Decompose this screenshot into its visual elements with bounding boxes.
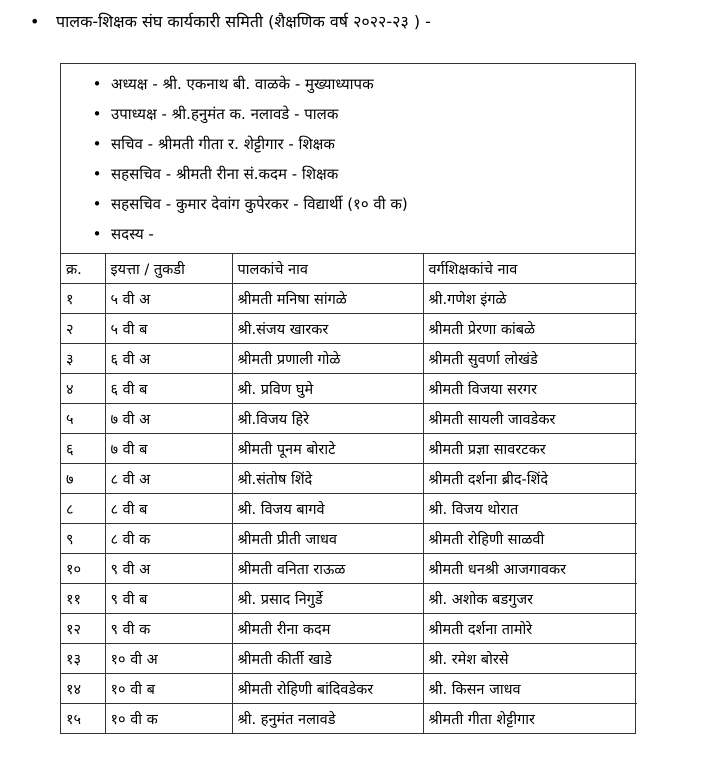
- class-cell: ६ वी अ: [105, 344, 232, 374]
- class-cell: ५ वी ब: [105, 314, 232, 344]
- teacher-name-cell: श्रीमती गीता शेट्टीगार: [423, 704, 637, 734]
- officer-text: सदस्य -: [111, 225, 154, 243]
- teacher-name-cell: श्री. अशोक बडगुजर: [423, 584, 637, 614]
- header-teacher-name: वर्गशिक्षकांचे नाव: [423, 254, 637, 284]
- class-cell: ९ वी ब: [105, 584, 232, 614]
- teacher-name-cell: श्री.गणेश इंगळे: [423, 284, 637, 314]
- teacher-name-cell: श्रीमती रोहिणी साळवी: [423, 524, 637, 554]
- serial-cell: १: [61, 284, 105, 314]
- bullet-icon: •: [92, 105, 102, 123]
- table-header-row: [61, 254, 637, 284]
- class-cell: ५ वी अ: [105, 284, 232, 314]
- class-cell: ९ वी क: [105, 614, 232, 644]
- header-class-division: इयत्ता / तुकडी: [105, 254, 232, 284]
- officer-text: सहसचिव - श्रीमती रीना सं.कदम - शिक्षक: [111, 165, 339, 183]
- teacher-name-cell: श्रीमती सुवर्णा लोखंडे: [423, 344, 637, 374]
- table-row: [61, 374, 637, 404]
- header-serial: क्र.: [61, 254, 105, 284]
- bullet-icon: •: [92, 165, 102, 183]
- committee-box: [60, 63, 636, 734]
- parent-name-cell: श्री. हनुमंत नलावडे: [232, 704, 423, 734]
- officers-section: [61, 64, 635, 254]
- table-row: [61, 464, 637, 494]
- officers-list: [61, 69, 635, 249]
- class-cell: ६ वी ब: [105, 374, 232, 404]
- parent-name-cell: श्रीमती प्रीती जाधव: [232, 524, 423, 554]
- parent-name-cell: श्रीमती रीना कदम: [232, 614, 423, 644]
- table-row: [61, 554, 637, 584]
- class-cell: ९ वी अ: [105, 554, 232, 584]
- serial-cell: १०: [61, 554, 105, 584]
- officer-text: सचिव - श्रीमती गीता र. शेट्टीगार - शिक्षक: [111, 135, 335, 153]
- table-row: [61, 494, 637, 524]
- serial-cell: ८: [61, 494, 105, 524]
- parent-name-cell: श्रीमती कीर्ती खाडे: [232, 644, 423, 674]
- parent-name-cell: श्री.संतोष शिंदे: [232, 464, 423, 494]
- heading-bullet: •: [30, 12, 40, 31]
- table-row: [61, 404, 637, 434]
- class-cell: ७ वी अ: [105, 404, 232, 434]
- parent-name-cell: श्री. प्रसाद निगुर्डे: [232, 584, 423, 614]
- header-parent-name: पालकांचे नाव: [232, 254, 423, 284]
- officer-text: सहसचिव - कुमार देवांग कुपेरकर - विद्यार्थी (१० वी क): [111, 195, 408, 213]
- teacher-name-cell: श्रीमती प्रज्ञा सावरटकर: [423, 434, 637, 464]
- table-row: [61, 434, 637, 464]
- officer-item: [61, 189, 635, 219]
- class-cell: ८ वी ब: [105, 494, 232, 524]
- committee-heading-text: पालक-शिक्षक संघ कार्यकारी समिती (शैक्षणिक वर्ष २०२२-२३ ) -: [56, 12, 431, 31]
- class-cell: १० वी अ: [105, 644, 232, 674]
- teacher-name-cell: श्रीमती दर्शना तामोरे: [423, 614, 637, 644]
- bullet-icon: •: [92, 195, 102, 213]
- serial-cell: १३: [61, 644, 105, 674]
- parent-name-cell: श्रीमती मनिषा सांगळे: [232, 284, 423, 314]
- parent-name-cell: श्रीमती प्रणाली गोळे: [232, 344, 423, 374]
- serial-cell: ७: [61, 464, 105, 494]
- officer-item: [61, 69, 635, 99]
- members-table: [61, 254, 637, 733]
- teacher-name-cell: श्रीमती विजया सरगर: [423, 374, 637, 404]
- officer-item: [61, 219, 635, 249]
- bullet-icon: •: [92, 135, 102, 153]
- serial-cell: ११: [61, 584, 105, 614]
- teacher-name-cell: श्री. किसन जाधव: [423, 674, 637, 704]
- bullet-icon: •: [92, 75, 102, 93]
- teacher-name-cell: श्रीमती दर्शना ब्रीद-शिंदे: [423, 464, 637, 494]
- class-cell: ७ वी ब: [105, 434, 232, 464]
- table-row: [61, 314, 637, 344]
- parent-name-cell: श्री.संजय खारकर: [232, 314, 423, 344]
- table-row: [61, 524, 637, 554]
- table-row: [61, 674, 637, 704]
- table-row: [61, 344, 637, 374]
- class-cell: १० वी ब: [105, 674, 232, 704]
- parent-name-cell: श्री. प्रविण घुमे: [232, 374, 423, 404]
- officer-item: [61, 129, 635, 159]
- parent-name-cell: श्रीमती रोहिणी बांदिवडेकर: [232, 674, 423, 704]
- serial-cell: ३: [61, 344, 105, 374]
- teacher-name-cell: श्री. रमेश बोरसे: [423, 644, 637, 674]
- serial-cell: ४: [61, 374, 105, 404]
- parent-name-cell: श्रीमती पूनम बोराटे: [232, 434, 423, 464]
- parent-name-cell: श्री.विजय हिरे: [232, 404, 423, 434]
- teacher-name-cell: श्रीमती धनश्री आजगावकर: [423, 554, 637, 584]
- serial-cell: १५: [61, 704, 105, 734]
- table-row: [61, 284, 637, 314]
- table-row: [61, 584, 637, 614]
- serial-cell: १२: [61, 614, 105, 644]
- class-cell: १० वी क: [105, 704, 232, 734]
- teacher-name-cell: श्री. विजय थोरात: [423, 494, 637, 524]
- class-cell: ८ वी क: [105, 524, 232, 554]
- bullet-icon: •: [92, 225, 102, 243]
- serial-cell: २: [61, 314, 105, 344]
- officer-text: अध्यक्ष - श्री. एकनाथ बी. वाळके - मुख्याध्यापक: [111, 75, 374, 93]
- serial-cell: ५: [61, 404, 105, 434]
- officer-item: [61, 99, 635, 129]
- officer-text: उपाध्यक्ष - श्री.हनुमंत क. नलावडे - पालक: [111, 105, 339, 123]
- parent-name-cell: श्री. विजय बागवे: [232, 494, 423, 524]
- committee-heading: [30, 10, 431, 34]
- teacher-name-cell: श्रीमती सायली जावडेकर: [423, 404, 637, 434]
- table-row: [61, 644, 637, 674]
- serial-cell: १४: [61, 674, 105, 704]
- table-row: [61, 704, 637, 734]
- teacher-name-cell: श्रीमती प्रेरणा कांबळे: [423, 314, 637, 344]
- officer-item: [61, 159, 635, 189]
- parent-name-cell: श्रीमती वनिता राऊळ: [232, 554, 423, 584]
- serial-cell: ९: [61, 524, 105, 554]
- class-cell: ८ वी अ: [105, 464, 232, 494]
- table-row: [61, 614, 637, 644]
- serial-cell: ६: [61, 434, 105, 464]
